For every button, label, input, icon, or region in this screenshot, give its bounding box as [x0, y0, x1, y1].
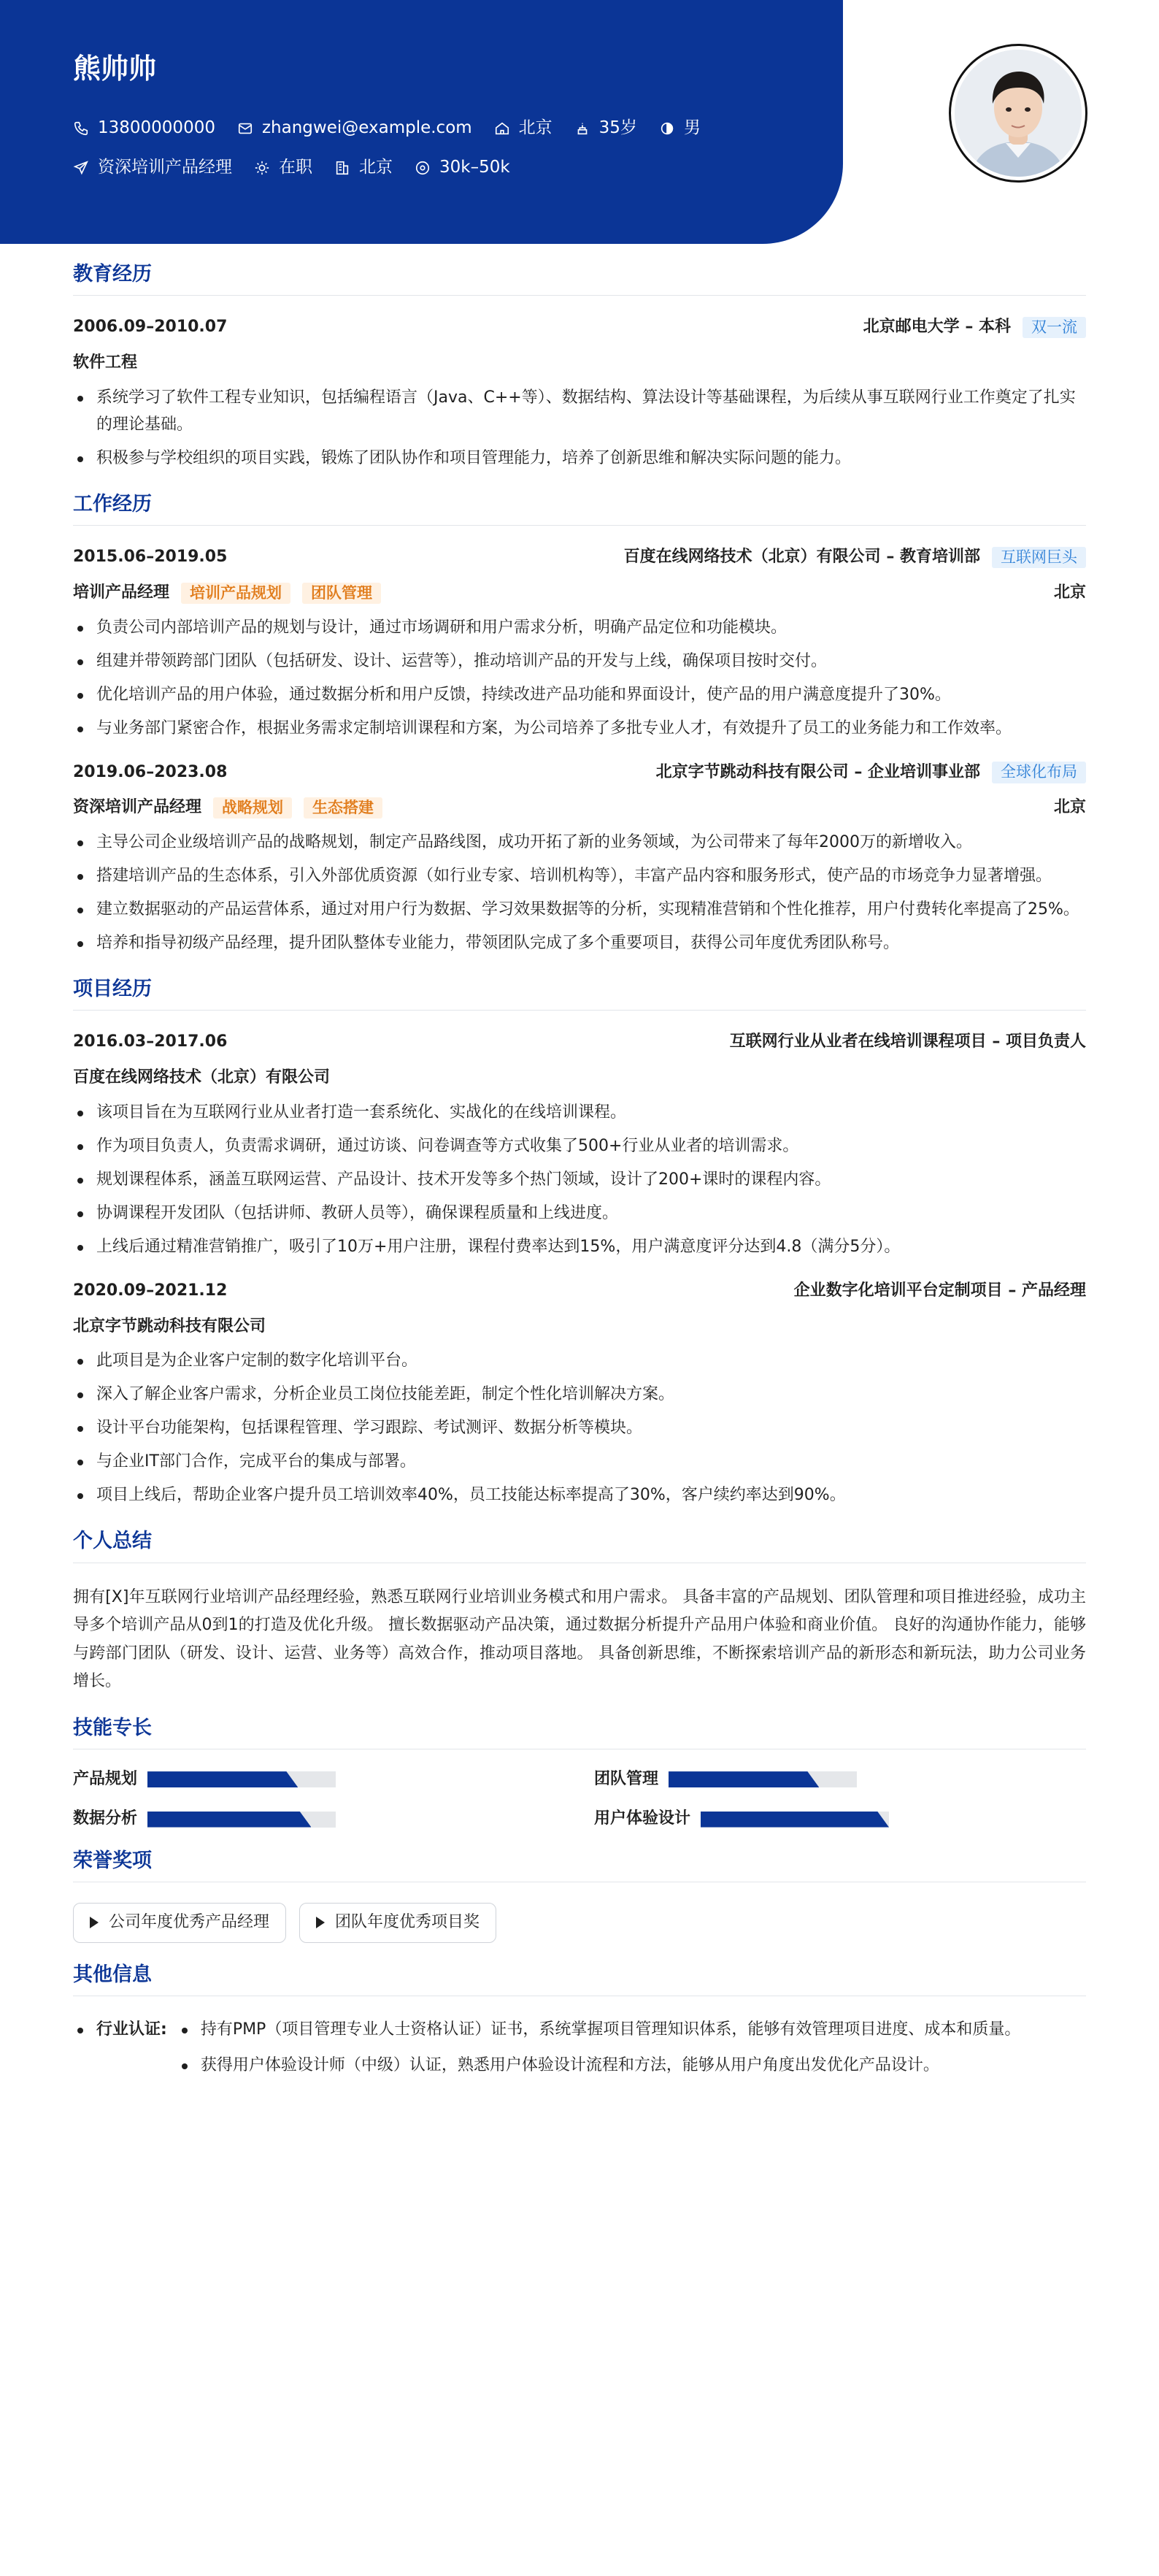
- summary-text: 拥有[X]年互联网行业培训产品经理经验，熟悉互联网行业培训业务模式和用户需求。 具备丰富的产品规划、团队管理和项目推进经验，成功主导多个培训产品从0到1的打造及优化升级。 擅长数据驱动产品决策，通过数据分析提升产品用户体验和商业价值。 良好的沟通协作能力，能够与跨部门团队（研发、设计、运营、业务等）高效合作，推动项目落地。 具备创新思维，不断探索培训产品的新形态和新玩法，助力公司业务增长。: [73, 1587, 1086, 1691]
- work-section: [73, 493, 1086, 957]
- work-role-group: [73, 797, 382, 819]
- work-bullets: [73, 615, 1086, 743]
- award-label: 公司年度优秀产品经理: [109, 1913, 270, 1932]
- list-item: 系统学习了软件工程专业知识，包括编程语言（Java、C++等）、数据结构、算法设计等基础课程，为后续从事互联网行业工作奠定了扎实的理论基础。: [73, 385, 1086, 439]
- education-entry: [73, 316, 1086, 472]
- list-item: 获得用户体验设计师（中级）认证，熟悉用户体验设计流程和方法，能够从用户角度出发优化产品设计。: [177, 2052, 1021, 2079]
- work-skill-tag: 生态搭建: [304, 797, 382, 819]
- project-company: 百度在线网络技术（北京）有限公司: [73, 1068, 331, 1087]
- education-entry-head: [73, 316, 1086, 339]
- work-entry-head: [73, 762, 1086, 784]
- list-item: 优化培训产品的用户体验，通过数据分析和用户反馈，持续改进产品功能和界面设计，使产品的用户满意度提升了30%。: [73, 682, 1086, 709]
- work-role-row: [73, 797, 1086, 819]
- project-name: 互联网行业从业者在线培训课程项目 – 项目负责人: [729, 1032, 1086, 1051]
- projects-section: [73, 978, 1086, 1509]
- gender-text: 男: [683, 118, 701, 137]
- play-triangle-icon: [316, 1917, 325, 1928]
- candidate-name: 熊帅帅: [73, 53, 157, 85]
- education-tag: 双一流: [1023, 317, 1086, 338]
- skill-label: 用户体验设计: [594, 1809, 691, 1828]
- age-item: [574, 120, 637, 137]
- skill-bar: [147, 1771, 336, 1787]
- work-city: 北京: [1053, 798, 1086, 817]
- work-city-text: 北京: [359, 158, 393, 177]
- skill-label: 团队管理: [594, 1769, 659, 1788]
- status-text: 在职: [279, 158, 312, 177]
- work-skill-tag: 团队管理: [302, 583, 381, 604]
- salary-icon: [415, 160, 431, 176]
- home-city-item: [494, 120, 552, 137]
- phone-item: [73, 120, 215, 137]
- certification-bullets: [177, 2017, 1021, 2088]
- education-bullets: [73, 385, 1086, 472]
- project-company-row: [73, 1316, 1086, 1338]
- education-title: 教育经历: [73, 263, 1086, 296]
- list-item: 项目上线后，帮助企业客户提升员工培训效率40%，员工技能达标率提高了30%，客户续约率达到90%。: [73, 1482, 1086, 1509]
- list-item: 建立数据驱动的产品运营体系，通过对用户行为数据、学习效果数据等的分析，实现精准营销和个性化推荐，用户付费转化率提高了25%。: [73, 897, 1086, 924]
- awards-list: [73, 1903, 1086, 1943]
- list-item: 持有PMP（项目管理专业人士资格认证）证书，系统掌握项目管理知识体系，能够有效管理项目进度、成本和质量。: [177, 2017, 1021, 2044]
- list-item: 搭建培训产品的生态体系，引入外部优质资源（如行业专家、培训机构等），丰富产品内容和服务形式，使产品的市场竞争力显著增强。: [73, 863, 1086, 890]
- projects-title: 项目经历: [73, 978, 1086, 1011]
- skill-item: [73, 1809, 565, 1828]
- job-row: [73, 159, 532, 176]
- work-role: 培训产品经理: [73, 583, 170, 602]
- list-item: 协调课程开发团队（包括讲师、教研人员等），确保课程质量和上线进度。: [73, 1200, 1086, 1227]
- project-entry: [73, 1280, 1086, 1509]
- work-date: 2019.06–2023.08: [73, 762, 228, 781]
- work-entry: [73, 762, 1086, 957]
- education-section: [73, 263, 1086, 472]
- work-company-tag: 互联网巨头: [992, 547, 1086, 568]
- gender-icon: [659, 120, 675, 137]
- home-icon: [494, 120, 510, 137]
- skill-bar: [701, 1812, 889, 1828]
- resume-content: [73, 263, 1086, 2109]
- work-company-tag: 全球化布局: [992, 762, 1086, 783]
- target-role-text: 资深培训产品经理: [98, 158, 232, 177]
- award-chip: [299, 1903, 496, 1943]
- work-date: 2015.06–2019.05: [73, 548, 228, 567]
- status-icon: [254, 160, 270, 176]
- skills-title: 技能专长: [73, 1717, 1086, 1749]
- salary-text: 30k–50k: [439, 158, 510, 177]
- list-item: 该项目旨在为互联网行业从业者打造一套系统化、实战化的在线培训课程。: [73, 1100, 1086, 1127]
- skill-item: [594, 1809, 1086, 1828]
- education-org-group: [863, 316, 1086, 339]
- project-company-row: [73, 1067, 1086, 1089]
- work-company: 百度在线网络技术（北京）有限公司 – 教育培训部: [623, 548, 980, 567]
- skill-bar-fill: [147, 1771, 298, 1787]
- education-school: 北京邮电大学 – 本科: [863, 318, 1011, 337]
- avatar-portrait-icon: [955, 50, 1082, 177]
- skill-bar-fill: [147, 1812, 311, 1828]
- skill-bar: [669, 1771, 857, 1787]
- education-major-row: [73, 352, 1086, 375]
- work-skill-tag: 培训产品规划: [181, 583, 290, 604]
- skill-bar-fill: [701, 1812, 889, 1828]
- certification-key: 行业认证:: [96, 2020, 167, 2039]
- work-org-group: [656, 762, 1086, 784]
- avatar-frame: [949, 44, 1087, 183]
- email-text: zhangwei@example.com: [261, 118, 472, 137]
- list-item: 上线后通过精准营销推广，吸引了10万+用户注册，课程付费率达到15%，用户满意度评分达到4.8（满分5分）。: [73, 1234, 1086, 1261]
- work-company: 北京字节跳动科技有限公司 – 企业培训事业部: [655, 762, 980, 781]
- skill-item: [594, 1770, 1086, 1789]
- skill-bar-fill: [669, 1771, 819, 1787]
- work-title: 工作经历: [73, 493, 1086, 526]
- project-date: 2020.09–2021.12: [73, 1281, 228, 1300]
- education-date: 2006.09–2010.07: [73, 318, 228, 337]
- skill-item: [73, 1770, 565, 1789]
- awards-title: 荣誉奖项: [73, 1849, 1086, 1882]
- list-item: 与业务部门紧密合作，根据业务需求定制培训课程和方案，为公司培养了多批专业人才，有效提升了员工的业务能力和工作效率。: [73, 716, 1086, 743]
- skills-section: [73, 1717, 1086, 1829]
- target-role-item: [73, 159, 232, 176]
- list-item: 规划课程体系，涵盖互联网运营、产品设计、技术开发等多个热门领域，设计了200+课时的课程内容。: [73, 1167, 1086, 1194]
- education-major: 软件工程: [73, 353, 138, 372]
- age-icon: [574, 120, 590, 137]
- project-entry-head: [73, 1031, 1086, 1054]
- project-date: 2016.03–2017.06: [73, 1032, 228, 1051]
- work-role-group: [73, 582, 381, 605]
- work-entry-head: [73, 546, 1086, 569]
- other-title: 其他信息: [73, 1963, 1086, 1996]
- phone-text: 13800000000: [98, 118, 215, 137]
- list-item: 培养和指导初级产品经理，提升团队整体专业能力，带领团队完成了多个重要项目，获得公司年度优秀团队称号。: [73, 930, 1086, 957]
- list-item: 与企业IT部门合作，完成平台的集成与部署。: [73, 1449, 1086, 1476]
- work-skill-tag: 战略规划: [213, 797, 292, 819]
- summary-title: 个人总结: [73, 1530, 1086, 1563]
- list-item: 组建并带领跨部门团队（包括研发、设计、运营等），推动培训产品的开发与上线，确保项目按时交付。: [73, 648, 1086, 675]
- gender-item: [659, 120, 701, 137]
- skill-label: 产品规划: [73, 1769, 138, 1788]
- list-item: 积极参与学校组织的项目实践，锻炼了团队协作和项目管理能力，培养了创新思维和解决实际问题的能力。: [73, 445, 1086, 472]
- awards-section: [73, 1849, 1086, 1943]
- contact-row: [73, 120, 723, 137]
- project-entry-head: [73, 1280, 1086, 1303]
- project-bullets: [73, 1348, 1086, 1509]
- other-section: [73, 1963, 1086, 2088]
- age-text: 35岁: [598, 118, 637, 137]
- project-bullets: [73, 1100, 1086, 1261]
- summary-section: [73, 1530, 1086, 1695]
- list-item: 作为项目负责人，负责需求调研，通过访谈、问卷调查等方式收集了500+行业从业者的培训需求。: [73, 1133, 1086, 1160]
- work-bullets: [73, 829, 1086, 957]
- project-company: 北京字节跳动科技有限公司: [73, 1316, 266, 1335]
- work-city: 北京: [1053, 583, 1086, 602]
- work-city-item: [334, 159, 393, 176]
- status-item: [254, 159, 312, 176]
- work-org-group: [624, 546, 1086, 569]
- list-item: 负责公司内部培训产品的规划与设计，通过市场调研和用户需求分析，明确产品定位和功能模块。: [73, 615, 1086, 642]
- play-triangle-icon: [90, 1917, 99, 1928]
- work-role-row: [73, 582, 1086, 605]
- certification-row: [73, 2017, 1086, 2088]
- work-role: 资深培训产品经理: [73, 798, 202, 817]
- mail-icon: [237, 120, 253, 137]
- avatar: [955, 50, 1082, 177]
- email-item: [237, 120, 472, 137]
- send-icon: [73, 160, 89, 176]
- salary-item: [415, 159, 510, 176]
- skills-grid: [73, 1770, 1086, 1829]
- phone-icon: [73, 120, 89, 137]
- building-icon: [334, 160, 350, 176]
- skill-label: 数据分析: [73, 1809, 138, 1828]
- project-entry: [73, 1031, 1086, 1260]
- skill-bar: [147, 1812, 336, 1828]
- list-item: 主导公司企业级培训产品的战略规划，制定产品路线图，成功开拓了新的业务领域，为公司带来了每年2000万的新增收入。: [73, 829, 1086, 856]
- list-item: 深入了解企业客户需求，分析企业员工岗位技能差距，制定个性化培训解决方案。: [73, 1381, 1086, 1408]
- award-label: 团队年度优秀项目奖: [335, 1913, 480, 1932]
- list-item: 此项目是为企业客户定制的数字化培训平台。: [73, 1348, 1086, 1375]
- home-city-text: 北京: [518, 118, 552, 137]
- work-entry: [73, 546, 1086, 742]
- project-name: 企业数字化培训平台定制项目 – 产品经理: [793, 1281, 1086, 1300]
- award-chip: [73, 1903, 286, 1943]
- list-item: 设计平台功能架构，包括课程管理、学习跟踪、考试测评、数据分析等模块。: [73, 1415, 1086, 1442]
